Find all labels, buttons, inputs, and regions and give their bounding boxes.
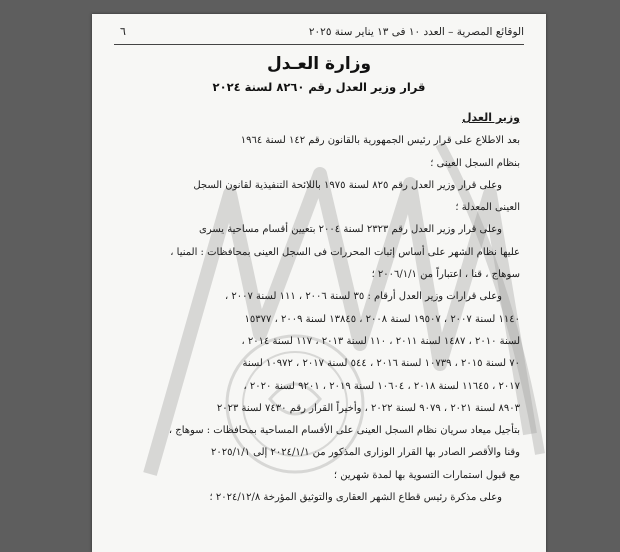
body-line: بعد الاطلاع على قرار رئيس الجمهورية بالقانون رقم ١٤٢ لسنة ١٩٦٤: [240, 135, 520, 147]
body-line: ٨٩٠٣ لسنة ٢٠٢١ ، ٩٠٧٩ لسنة ٢٠٢٢ ، وأخيراً القرار رقم ٧٤٣٠ لسنة ٢٠٢٣: [216, 402, 520, 414]
signer-heading: وزير العدل: [462, 111, 520, 124]
decree-title: قرار وزير العدل رقم ٨٢٦٠ لسنة ٢٠٢٤: [212, 80, 426, 94]
body-line: لسنة ٢٠١٠ ، ١٤٨٧ لسنة ٢٠١١ ، ١١٠ لسنة ٢٠١٣ ، ١١٧ لسنة ٢٠١٤ ،: [241, 335, 520, 347]
running-header: [114, 26, 524, 45]
body-line: وقنا والأقصر الصادر بها القرار الوزارى المذكور من ٢٠٢٤/١/١ إلى ٢٠٢٥/١/١: [211, 447, 520, 459]
body-line: ٢٠١٧ ، ١١٦٤٥ لسنة ٢٠١٨ ، ١٠٦٠٤ لسنة ٢٠١٩ ، ٩٢٠١ لسنة ٢٠٢٠ ،: [243, 380, 520, 392]
ministry-heading: وزارة العـدل: [266, 54, 372, 74]
decree-body: [116, 107, 520, 509]
gazette-issue-title: الوقائع المصرية – العدد ١٠ فى ١٣ يناير سنة ٢٠٢٥: [308, 26, 524, 38]
body-line: مع قبول استمارات التسوية بها لمدة شهرين ؛: [333, 469, 520, 481]
body-line: سوهاج ، قنا ، اعتباراً من ٢٠٠٦/١/١ ؛: [371, 269, 520, 281]
body-line: بتأجيل ميعاد سريان نظام السجل العينى على الأقسام المساحية بمحافظات : سوهاج ،: [168, 425, 520, 437]
body-line: وعلى قرار وزير العدل رقم ٨٢٥ لسنة ١٩٧٥ باللائحة التنفيذية لقانون السجل: [193, 179, 502, 191]
body-line: وعلى مذكرة رئيس قطاع الشهر العقارى والتوثيق المؤرخة ٢٠٢٤/١٢/٨ ؛: [209, 492, 502, 504]
body-line: وعلى قرار وزير العدل رقم ٢٣٢٣ لسنة ٢٠٠٤ بتعيين أقسام مساحية يسرى: [199, 224, 502, 236]
body-line: عليها نظام الشهر على أساس إثبات المحررات فى السجل العينى بمحافظات : المنيا ،: [170, 246, 520, 258]
body-line: بنظام السجل العينى ؛: [430, 157, 520, 169]
body-line: ١١٤٠ لسنة ٢٠٠٧ ، ١٩٥٠٧ لسنة ٢٠٠٨ ، ١٣٨٤٥ لسنة ٢٠٠٩ ، ١٥٣٧٧: [244, 313, 520, 325]
body-line: ٧٠ لسنة ٢٠١٥ ، ١٠٧٣٩ لسنة ٢٠١٦ ، ٥٤٤ لسنة ٢٠١٧ ، ١٠٩٧٢ لسنة: [242, 358, 520, 370]
body-line: وعلى قرارات وزير العدل أرقام : ٣٥ لسنة ٢٠٠٦ ، ١١١ لسنة ٢٠٠٧ ،: [224, 291, 502, 303]
page-number: ٦: [120, 25, 126, 38]
document-page: [92, 14, 546, 552]
body-line: العينى المعدلة ؛: [455, 202, 520, 214]
